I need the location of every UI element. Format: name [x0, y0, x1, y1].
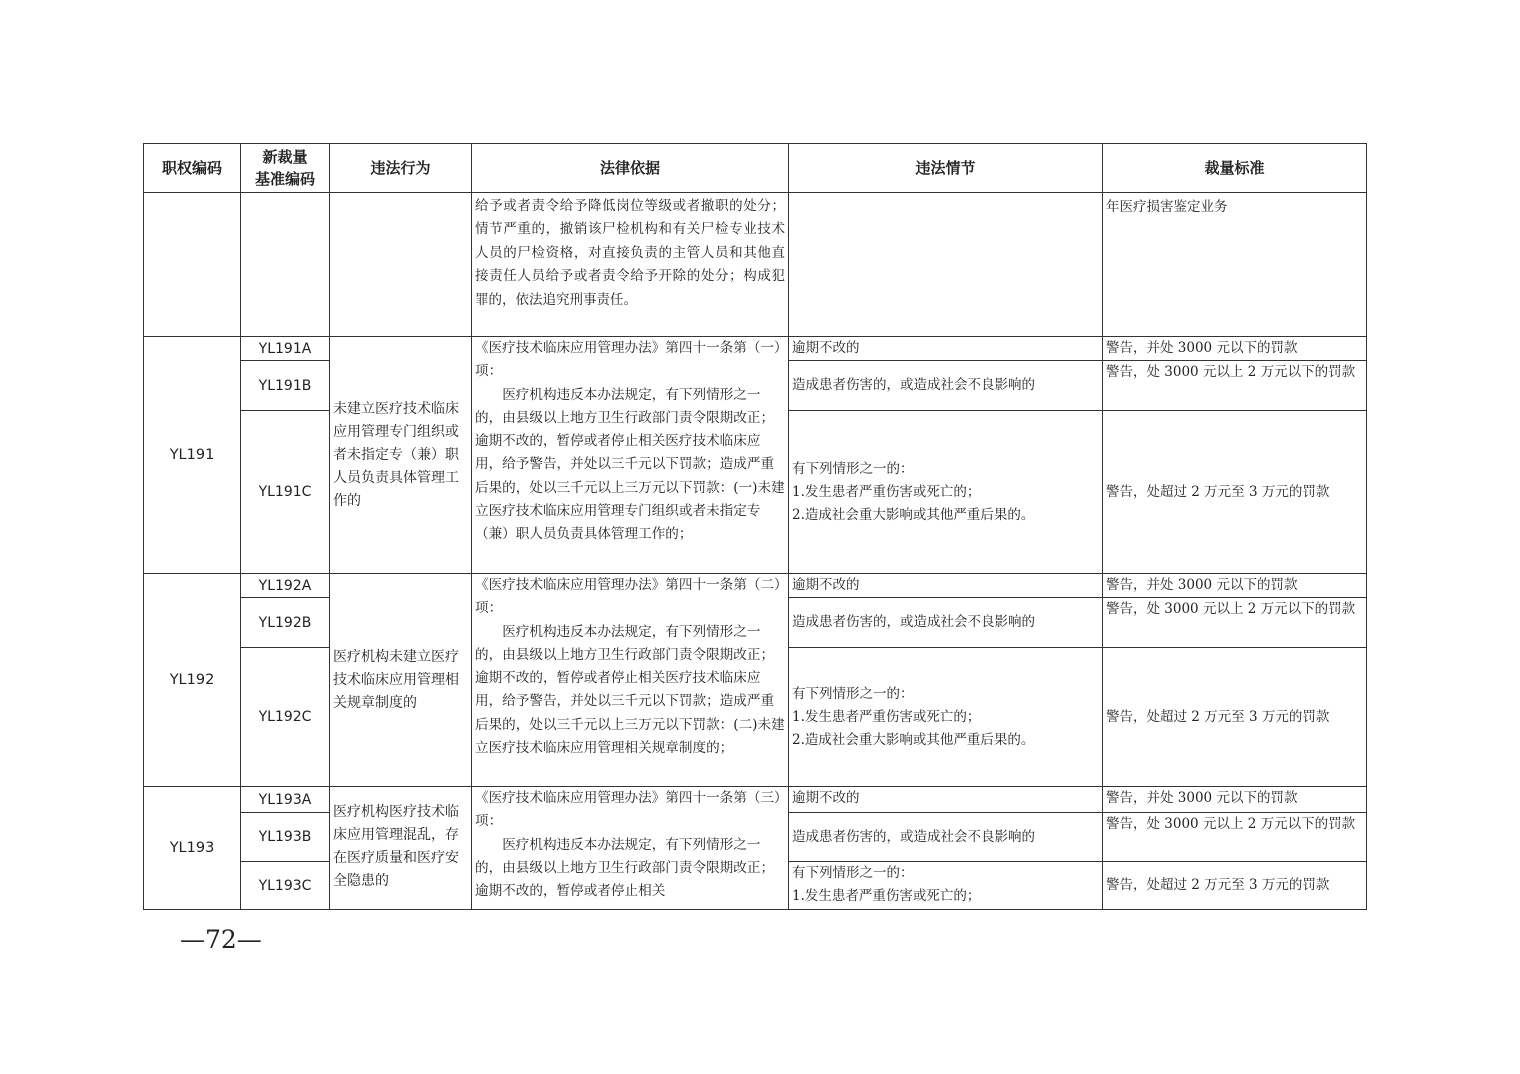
cont-basis: 给予或者责令给予降低岗位等级或者撤职的处分；情节严重的，撤销该尸检机构和有关尸检专业技术人员的尸检资格，对直接负责的主管人员和其他直接责任人员给予或者责令给予开除的处分；构成犯罪的，依法追究刑事责任。	[472, 193, 789, 337]
table-row	[144, 337, 1367, 361]
circumstance: 有下列情形之一的： 1.发生患者严重伤害或死亡的；	[789, 862, 1103, 910]
table-row	[144, 787, 1367, 813]
sub-code: YL193A	[241, 787, 330, 813]
legal-basis: 《医疗技术临床应用管理办法》第四十一条第（三）项： 医疗机构违反本办法规定，有下列情形之一的，由县级以上地方卫生行政部门责令限期改正；逾期不改的，暂停或者停止相关	[472, 787, 789, 910]
sub-code: YL193C	[241, 862, 330, 910]
header-new-code: 新裁量 基准编码	[241, 144, 330, 193]
circumstance: 造成患者伤害的，或造成社会不良影响的	[789, 361, 1103, 411]
cont-code	[144, 193, 241, 337]
circumstance: 有下列情形之一的： 1.发生患者严重伤害或死亡的； 2.造成社会重大影响或其他严重后果的。	[789, 648, 1103, 787]
sub-code: YL192B	[241, 598, 330, 648]
authority-code: YL191	[144, 337, 241, 574]
circumstance: 有下列情形之一的： 1.发生患者严重伤害或死亡的； 2.造成社会重大影响或其他严重后果的。	[789, 411, 1103, 574]
standard: 警告，处超过 2 万元至 3 万元的罚款	[1103, 862, 1367, 910]
authority-code: YL192	[144, 574, 241, 787]
header-authority-code: 职权编码	[144, 144, 241, 193]
standard: 警告，处 3000 元以上 2 万元以下的罚款	[1103, 361, 1367, 411]
cont-circumstance	[789, 193, 1103, 337]
standard: 警告，处 3000 元以上 2 万元以下的罚款	[1103, 813, 1367, 862]
violation-text: 未建立医疗技术临床应用管理专门组织或者未指定专（兼）职人员负责具体管理工作的	[330, 337, 472, 574]
legal-basis: 《医疗技术临床应用管理办法》第四十一条第（一）项： 医疗机构违反本办法规定，有下列情形之一的，由县级以上地方卫生行政部门责令限期改正；逾期不改的，暂停或者停止相关医疗技术临床应用，给予警告，并处以三千元以下罚款；造成严重后果的，处以三千元以上三万元以下罚款：(一)未建立医疗技术临床应用管理专门组织或者未指定专（兼）职人员负责具体管理工作的；	[472, 337, 789, 574]
sub-code: YL191B	[241, 361, 330, 411]
sub-code: YL191C	[241, 411, 330, 574]
standard: 警告，处超过 2 万元至 3 万元的罚款	[1103, 411, 1367, 574]
standard: 警告，并处 3000 元以下的罚款	[1103, 337, 1367, 361]
cont-subcode	[241, 193, 330, 337]
page-number: —72—	[180, 925, 262, 954]
header-violation: 违法行为	[330, 144, 472, 193]
standard: 警告，并处 3000 元以下的罚款	[1103, 787, 1367, 813]
penalty-discretion-table	[143, 143, 1367, 910]
header-legal-basis: 法律依据	[472, 144, 789, 193]
continuation-row	[144, 193, 1367, 337]
header-standard: 裁量标准	[1103, 144, 1367, 193]
violation-text: 医疗机构未建立医疗技术临床应用管理相关规章制度的	[330, 574, 472, 787]
header-circumstance: 违法情节	[789, 144, 1103, 193]
violation-text: 医疗机构医疗技术临床应用管理混乱，存在医疗质量和医疗安全隐患的	[330, 787, 472, 910]
circumstance: 造成患者伤害的，或造成社会不良影响的	[789, 813, 1103, 862]
legal-basis: 《医疗技术临床应用管理办法》第四十一条第（二）项： 医疗机构违反本办法规定，有下列情形之一的，由县级以上地方卫生行政部门责令限期改正；逾期不改的，暂停或者停止相关医疗技术临床应用，给予警告，并处以三千元以下罚款；造成严重后果的，处以三千元以上三万元以下罚款：(二)未建立医疗技术临床应用管理相关规章制度的；	[472, 574, 789, 787]
authority-code: YL193	[144, 787, 241, 910]
sub-code: YL193B	[241, 813, 330, 862]
standard: 警告，处超过 2 万元至 3 万元的罚款	[1103, 648, 1367, 787]
header-row	[144, 144, 1367, 193]
cont-standard: 年医疗损害鉴定业务	[1103, 193, 1367, 337]
circumstance: 逾期不改的	[789, 574, 1103, 598]
sub-code: YL192C	[241, 648, 330, 787]
circumstance: 造成患者伤害的，或造成社会不良影响的	[789, 598, 1103, 648]
circumstance: 逾期不改的	[789, 787, 1103, 813]
sub-code: YL191A	[241, 337, 330, 361]
standard: 警告，处 3000 元以上 2 万元以下的罚款	[1103, 598, 1367, 648]
circumstance: 逾期不改的	[789, 337, 1103, 361]
table-row	[144, 574, 1367, 598]
sub-code: YL192A	[241, 574, 330, 598]
cont-act	[330, 193, 472, 337]
standard: 警告，并处 3000 元以下的罚款	[1103, 574, 1367, 598]
